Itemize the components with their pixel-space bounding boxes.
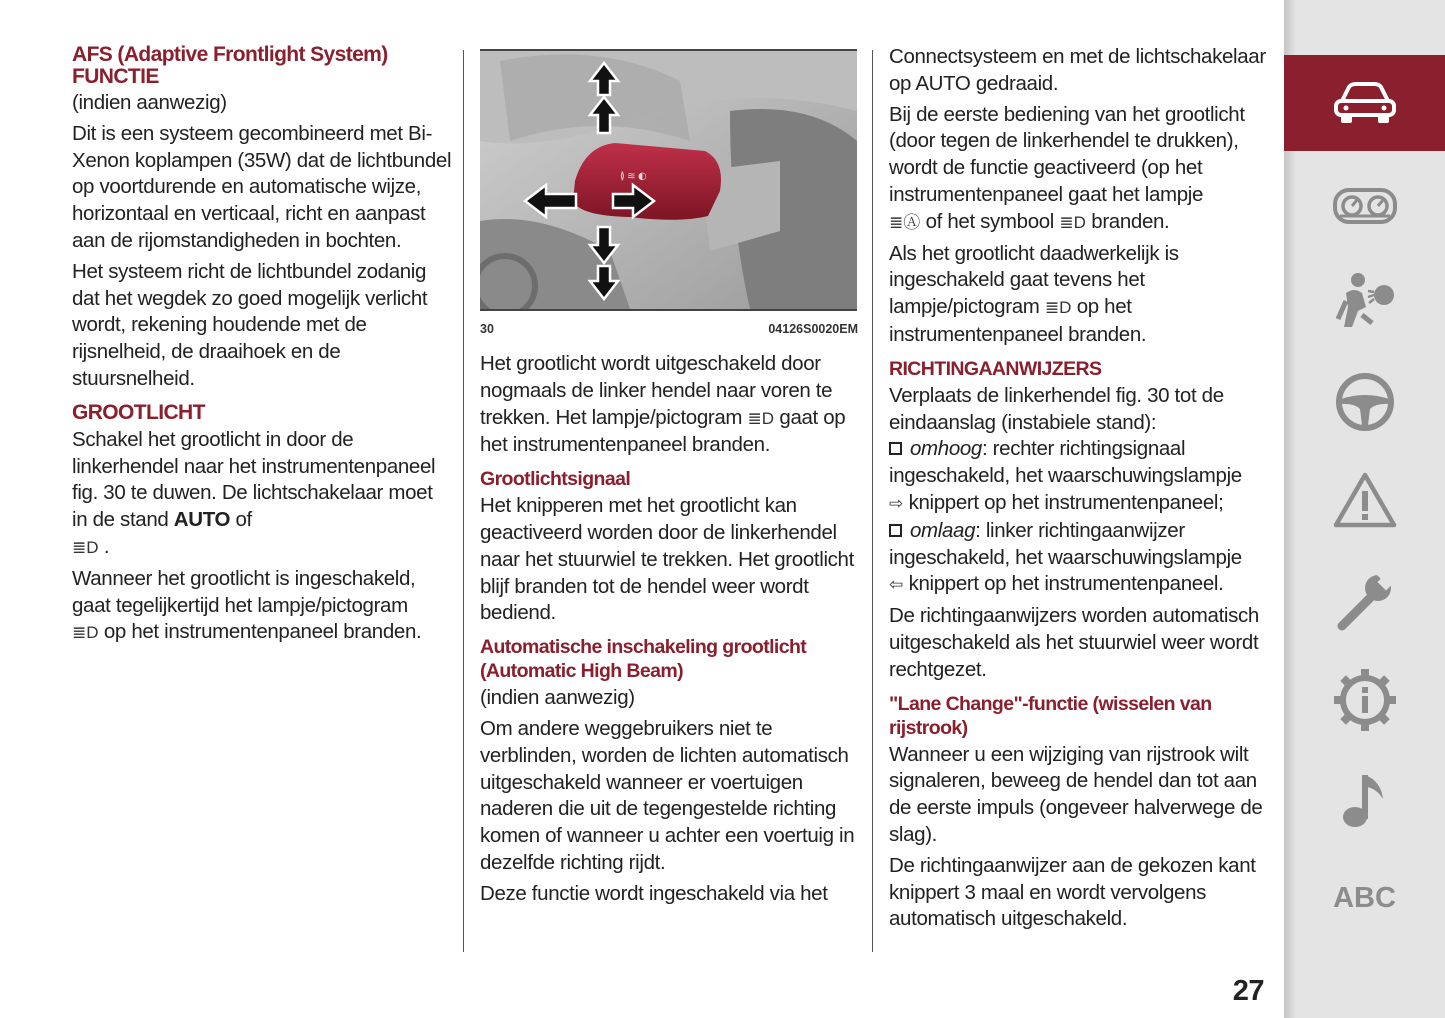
auto-label: AUTO [173, 508, 231, 532]
tab-dashboard[interactable] [1284, 158, 1445, 254]
bullet-box-icon [889, 524, 902, 537]
automatic-high-beam-heading: Automatische inschakeling grootlicht (Automatic High Beam) [480, 636, 807, 683]
figure-caption [480, 321, 858, 337]
tab-index[interactable] [1284, 850, 1445, 946]
grootlicht-paragraph-2: Wanneer het grootlicht is ingeschakeld, gaat tegelijkertijd het lampje/pictogram ≣D op het instrumentenpaneel branden. [72, 566, 452, 647]
high-beam-icon: ≣D [1044, 298, 1072, 318]
grootlicht-paragraph-1: Schakel het grootlicht in door de linkerhendel naar het instrumentenpaneel fig. 30 te duwen. De lichtschakelaar moet in de stand AUTO of ≣D . [72, 427, 452, 562]
col3-paragraph-3: Als het grootlicht daadwerkelijk is ingeschakeld gaat tevens het lampje/pictogram ≣D op het instrumentenpaneel branden. [889, 241, 1179, 346]
lane-change-heading: "Lane Change"-functie (wisselen van rijstrook) [889, 692, 1212, 739]
tab-safety[interactable] [1284, 253, 1445, 349]
afs-availability: (indien aanwezig) [72, 91, 227, 114]
column-divider [872, 50, 873, 952]
lane-change-paragraph-2: De richtingaanwijzer aan de gekozen kant knippert 3 maal en wordt vervolgens automatisch uitgeschakeld. [889, 853, 1256, 931]
automatic-high-beam-availability: (indien aanwezig) [480, 686, 635, 710]
automatic-high-beam-paragraph-2: Deze functie wordt ingeschakeld via het [480, 881, 828, 905]
auto-high-beam-lamp-icon: ≣Ⓐ [889, 212, 921, 232]
auto-high-beam-symbol-icon: ≣D [1059, 212, 1086, 232]
warning-triangle-icon [1332, 471, 1398, 529]
column-right [889, 44, 1269, 937]
high-beam-icon: ≣D [747, 408, 775, 428]
automatic-high-beam-paragraph-1: Om andere weggebruikers niet te verblinden, worden de lichten automatisch uitgeschakeld wanneer er voertuigen naderen die uit de tegengestelde richting komen of wanneer u achter een voertuig in dezelfde richting rijdt. [480, 716, 855, 874]
afs-paragraph-2: Het systeem richt de lichtbundel zodanig dat het wegdek zo goed mogelijk verlicht wordt, rekening houdende met de rijsnelheid, de draaihoek en de stuursnelheid. [72, 259, 428, 390]
col3-paragraph-1: Connectsysteem en met de lichtschakelaar op AUTO gedraaid. [889, 45, 1266, 95]
grootlichtsignaal-paragraph: Het knipperen met het grootlicht kan geactiveerd worden door de linkerhendel naar het stuurwiel te trekken. Het grootlicht blijf branden tot de hendel weer wordt bediend. [480, 494, 854, 625]
high-beam-icon: ≣D [72, 537, 99, 557]
steering-wheel-icon [1334, 371, 1396, 433]
tab-warning-lights[interactable] [1284, 452, 1445, 548]
richtingaanwijzers-paragraph-1: Verplaats de linkerhendel fig. 30 tot de eindaanslag (instabiele stand): [889, 383, 1224, 434]
chapter-sidebar [1284, 0, 1445, 1018]
richtingaanwijzers-paragraph-2: De richtingaanwijzers worden automatisch uitgeschakeld als het stuurwiel weer wordt rechtgezet. [889, 604, 1259, 681]
airbag-passenger-icon [1332, 271, 1398, 331]
page-number: 27 [1232, 975, 1264, 1007]
grootlichtsignaal-heading: Grootlichtsignaal [480, 468, 631, 491]
steering-lever-illustration [480, 51, 857, 309]
dashboard-gauges-icon [1332, 186, 1398, 226]
afs-heading: AFS (Adaptive Frontlight System) FUNCTIE [72, 43, 388, 88]
tab-maintenance[interactable] [1284, 652, 1445, 748]
left-turn-signal-icon: ⇦ [889, 575, 904, 595]
column-divider [463, 50, 464, 952]
bullet-omlaag: omlaag: linker richtingaanwijzer ingeschakeld, het waarschuwingslampje ⇦ knippert op het instrumentenpaneel. [889, 518, 1269, 599]
column-middle [480, 44, 858, 912]
car-icon [1332, 79, 1398, 127]
figure-30-lever-image [480, 49, 857, 311]
wrench-icon [1332, 568, 1398, 634]
tab-emergency[interactable] [1284, 553, 1445, 649]
service-gear-info-icon [1332, 667, 1398, 733]
tab-multimedia[interactable] [1284, 752, 1445, 848]
figure-code: 04126S0020EM [768, 322, 858, 336]
index-abc-label: ABC [1333, 881, 1396, 914]
column-left [72, 44, 452, 651]
afs-paragraph-1: Dit is een systeem gecombineerd met Bi-Xenon koplampen (35W) dat de lichtbundel op voortdurende en automatische wijze, horizontaal en verticaal, richt en aanpast aan de rijomstandigheden in bochten. [72, 121, 452, 252]
figure-number: 30 [480, 322, 494, 336]
high-beam-icon: ≣D [72, 623, 99, 643]
bullet-box-icon [889, 442, 902, 455]
lane-change-paragraph-1: Wanneer u een wijziging van rijstrook wilt signaleren, beweeg de hendel dan tot aan de eerste impuls (ongeveer halverwege de slag). [889, 742, 1263, 846]
bullet-omhoog: omhoog: rechter richtingsignaal ingeschakeld, het waarschuwingslampje ⇨ knippert op het instrumentenpaneel; [889, 436, 1269, 517]
tab-starting-driving[interactable] [1284, 354, 1445, 450]
right-turn-signal-icon: ⇨ [889, 493, 904, 513]
music-note-icon [1337, 767, 1393, 833]
svg-text:≬ ≋ ◐: ≬ ≋ ◐ [620, 171, 647, 182]
tab-car-knowledge[interactable] [1284, 55, 1445, 151]
col2-paragraph-1: Het grootlicht wordt uitgeschakeld door nogmaals de linker hendel naar voren te trekken. Het lampje/pictogram ≣D gaat op het instrumentenpaneel branden. [480, 352, 846, 457]
col3-paragraph-2: Bij de eerste bediening van het grootlicht (door tegen de linkerhendel te drukken), wordt de functie geactiveerd (op het instrumentenpaneel gaat het lampje ≣Ⓐ of het symbool ≣D branden. [889, 102, 1269, 237]
richtingaanwijzers-heading: RICHTINGAANWIJZERS [889, 357, 1102, 380]
grootlicht-heading: GROOTLICHT [72, 400, 205, 424]
